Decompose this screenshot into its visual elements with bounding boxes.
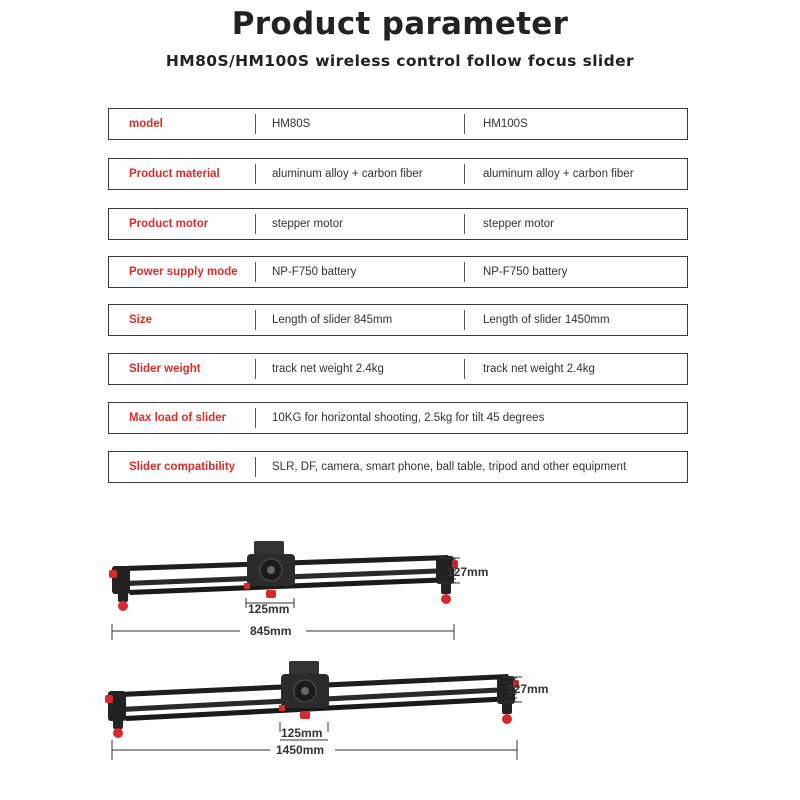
spec-label: Product material <box>129 168 220 180</box>
spec-value-hm80s: Length of slider 845mm <box>272 314 393 326</box>
length-dimension-label: 845mm <box>250 624 292 638</box>
height-dimension-label: 127mm <box>507 682 549 696</box>
spec-label: Product motor <box>129 218 209 230</box>
spec-label: Max load of slider <box>129 412 227 424</box>
spec-value-hm80s: track net weight 2.4kg <box>272 363 384 375</box>
height-dimension-label: 127mm <box>447 565 489 579</box>
spec-value-hm80s: HM80S <box>272 118 311 130</box>
spec-value-hm100s: stepper motor <box>483 218 554 230</box>
spec-value-hm100s: aluminum alloy + carbon fiber <box>483 168 634 180</box>
spec-value-hm100s: NP-F750 battery <box>483 266 568 278</box>
page-title: Product parameter <box>231 6 569 42</box>
spec-value-hm80s: NP-F750 battery <box>272 266 357 278</box>
spec-label: Slider compatibility <box>129 461 236 473</box>
spec-value-hm100s: HM100S <box>483 118 528 130</box>
spec-value-hm100s: track net weight 2.4kg <box>483 363 595 375</box>
carriage-dimension-label: 125mm <box>281 726 323 740</box>
length-dimension-label: 1450mm <box>276 743 325 757</box>
spec-value-hm80s: stepper motor <box>272 218 343 230</box>
spec-label: Size <box>129 314 153 326</box>
spec-value-hm80s: aluminum alloy + carbon fiber <box>272 168 423 180</box>
spec-label: Power supply mode <box>129 266 238 278</box>
spec-label: Slider weight <box>129 363 201 375</box>
spec-value-shared: SLR, DF, camera, smart phone, ball table, tripod and other equipment <box>272 461 627 473</box>
spec-label: model <box>129 118 163 130</box>
spec-value-hm100s: Length of slider 1450mm <box>483 314 610 326</box>
spec-value-shared: 10KG for horizontal shooting, 2.5kg for tilt 45 degrees <box>272 412 545 424</box>
page-subtitle: HM80S/HM100S wireless control follow focus slider <box>165 52 635 70</box>
carriage-dimension-label: 125mm <box>248 602 290 616</box>
